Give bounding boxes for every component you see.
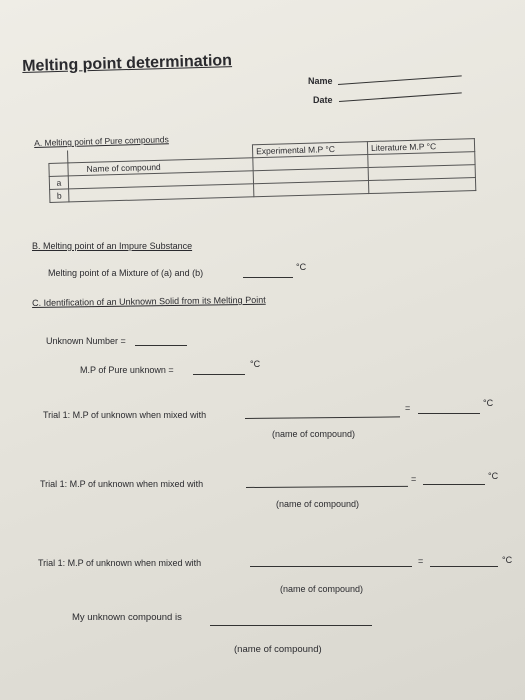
trial-equals: = [418,556,424,566]
trial-compound-caption: (name of compound) [276,499,360,509]
mixture-mp-unit: °C [296,262,307,272]
trial-compound-field[interactable] [245,416,400,419]
trial-mp-unit: °C [488,471,499,481]
table-header-cell: Literature M.P °C [367,139,474,155]
name-label: Name [308,76,333,86]
mixture-mp-field[interactable] [243,277,293,278]
trial-label: Trial 1: M.P of unknown when mixed with [43,410,207,420]
pure-mp-unit: °C [250,359,261,369]
trial-compound-field[interactable] [246,486,408,488]
table-header-cell: Experimental M.P °C [252,142,367,158]
pure-mp-field[interactable] [193,374,245,375]
trial-mp-field[interactable] [430,566,498,567]
table-cell[interactable] [368,178,475,194]
row-label: b [50,189,69,203]
table-header-cell: Name of compound [68,158,253,176]
pure-compounds-table [48,138,476,203]
trial-compound-caption: (name of compound) [280,584,364,594]
row-label: a [49,176,68,190]
name-field[interactable] [338,75,462,85]
final-compound-caption: (name of compound) [234,644,322,655]
trial-compound-caption: (name of compound) [272,429,356,439]
section-a-heading: A. Melting point of Pure compounds [34,134,169,148]
table-header-cell [49,163,68,177]
date-label: Date [313,95,333,105]
unknown-number-field[interactable] [135,345,187,346]
table-header-cell [49,150,68,164]
page-title: Melting point determination [22,52,233,75]
trial-equals: = [405,403,411,413]
trial-mp-field[interactable] [423,484,485,485]
trial-label: Trial 1: M.P of unknown when mixed with [40,479,204,489]
final-compound-label: My unknown compound is [72,612,182,623]
mixture-mp-label: Melting point of a Mixture of (a) and (b) [48,268,204,278]
table-cell[interactable] [254,181,369,197]
trial-mp-unit: °C [502,555,513,565]
trial-equals: = [411,474,417,484]
section-c-heading: C. Identification of an Unknown Solid from its Melting Point [32,294,266,308]
trial-mp-unit: °C [483,398,494,408]
trial-compound-field[interactable] [250,566,412,567]
trial-label: Trial 1: M.P of unknown when mixed with [38,558,202,568]
pure-mp-label: M.P of Pure unknown = [80,365,174,375]
unknown-number-label: Unknown Number = [46,336,126,346]
trial-mp-field[interactable] [418,413,480,414]
final-compound-field[interactable] [210,625,372,626]
date-field[interactable] [339,92,462,102]
section-b-heading: B. Melting point of an Impure Substance [32,241,193,251]
